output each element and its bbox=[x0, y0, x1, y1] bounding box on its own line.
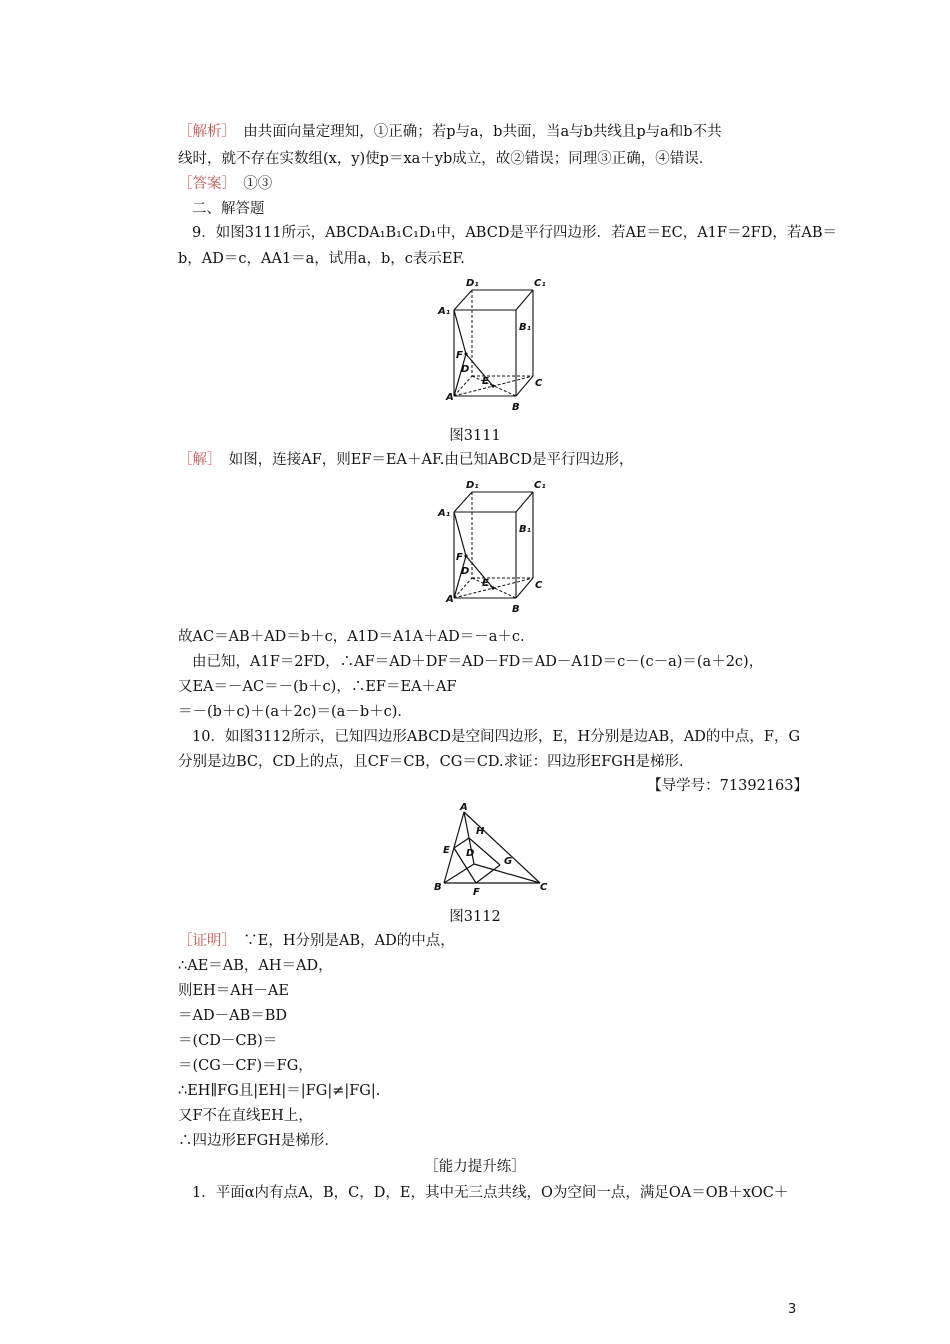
fig1-label-c: C bbox=[535, 378, 543, 389]
analysis-line-2: 线时，就不存在实数组(x，y)使p＝xa＋yb成立，故②错误；同理③正确，④错误． bbox=[178, 151, 714, 167]
fig1-label-b1: B₁ bbox=[519, 322, 532, 333]
fig3-label-a: A bbox=[460, 802, 468, 813]
solution-tag: ［解］ bbox=[178, 452, 215, 468]
analysis-tag: ［解析］ bbox=[178, 124, 229, 140]
fig1-label-e: E bbox=[482, 376, 489, 387]
fig2-label-d1: D₁ bbox=[466, 480, 479, 491]
problem-10-line-1: 10．如图3112所示，已知四边形ABCD是空间四边形，E，H分别是边AB，AD的中点，F，G bbox=[192, 729, 801, 745]
proof-text: ∵E，H分别是AB，AD的中点， bbox=[228, 933, 455, 949]
problem-9-line-2: b，AD＝c，AA1＝a，试用a，b，c表示EF. bbox=[178, 251, 465, 267]
proof-line-7: ∴EH∥FG且|EH|＝|FG|≠|FG|. bbox=[178, 1083, 381, 1099]
proof-line-8: 又F不在直线EH上， bbox=[178, 1108, 313, 1124]
proof-line-2: ∴AE＝AB，AH＝AD， bbox=[178, 958, 333, 974]
solution-line-5: ＝－(b＋c)＋(a＋2c)＝(a－b＋c)． bbox=[178, 704, 412, 720]
answer-tag: ［答案］ bbox=[178, 176, 229, 192]
proof-line-4: ＝AD－AB＝BD bbox=[178, 1008, 288, 1024]
fig3-label-e: E bbox=[443, 845, 450, 856]
figure-3112-caption: 图3112 bbox=[449, 909, 501, 925]
ability-problem-1: 1．平面α内有点A，B，C，D，E，其中无三点共线，O为空间一点，满足OA＝OB＋xOC＋ bbox=[192, 1185, 789, 1201]
answer-line bbox=[178, 173, 272, 195]
solution-text: 如图，连接AF，则EF＝EA＋AF.由已知ABCD是平行四边形， bbox=[214, 452, 634, 468]
fig3-label-g: G bbox=[504, 856, 513, 867]
solution-line-1 bbox=[178, 449, 633, 471]
fig2-label-a1: A₁ bbox=[438, 508, 451, 519]
figure-3111-repeat bbox=[434, 476, 564, 618]
analysis-text: 由共面向量定理知，①正确；若p与a，b共面，当a与b共线且p与a和b不共 bbox=[228, 124, 722, 140]
proof-tag: ［证明］ bbox=[178, 933, 229, 949]
fig2-label-c: C bbox=[535, 580, 543, 591]
fig2-label-b1: B₁ bbox=[519, 524, 532, 535]
answer-text: ①③ bbox=[228, 176, 273, 192]
fig3-label-b: B bbox=[434, 882, 442, 893]
figure-3111-caption: 图3111 bbox=[449, 428, 501, 444]
solution-line-4: 又EA＝－AC＝－(b＋c)，∴EF＝EA＋AF bbox=[178, 679, 457, 695]
fig3-label-d: D bbox=[466, 848, 475, 859]
proof-line-1 bbox=[178, 930, 455, 952]
fig3-label-f: F bbox=[473, 887, 480, 898]
fig2-label-d: D bbox=[461, 566, 470, 577]
fig2-label-b: B bbox=[512, 604, 520, 615]
guide-number: 【导学号：71392163】 bbox=[647, 778, 808, 794]
solution-line-2: 故AC＝AB＋AD＝b＋c，A1D＝A1A＋AD＝－a＋c. bbox=[178, 629, 525, 645]
fig2-label-f: F bbox=[456, 552, 463, 563]
fig2-label-c1: C₁ bbox=[534, 480, 546, 491]
fig2-label-a: A bbox=[446, 594, 454, 605]
fig2-label-e: E bbox=[482, 578, 489, 589]
analysis-line-1 bbox=[178, 121, 722, 143]
problem-9-line-1: 9．如图3111所示，ABCDA₁B₁C₁D₁中，ABCD是平行四边形．若AE＝EC，A1F＝2FD，若AB＝ bbox=[192, 225, 837, 241]
fig1-label-d1: D₁ bbox=[466, 278, 479, 289]
page-number: 3 bbox=[788, 1302, 797, 1317]
fig1-label-b: B bbox=[512, 402, 520, 413]
fig3-label-c: C bbox=[540, 882, 548, 893]
figure-3111 bbox=[434, 274, 564, 416]
section-heading: 二、解答题 bbox=[192, 201, 265, 217]
section-ability: ［能力提升练］ bbox=[424, 1159, 526, 1175]
fig1-label-a1: A₁ bbox=[438, 306, 451, 317]
proof-line-6: ＝(CG－CF)＝FG， bbox=[178, 1058, 313, 1074]
proof-line-9: ∴四边形EFGH是梯形． bbox=[178, 1133, 339, 1149]
figure-3112 bbox=[430, 802, 560, 902]
fig1-label-f: F bbox=[456, 350, 463, 361]
problem-10-line-2: 分别是边BC，CD上的点，且CF＝CB，CG＝CD.求证：四边形EFGH是梯形． bbox=[178, 754, 694, 770]
fig1-label-a: A bbox=[446, 392, 454, 403]
fig1-label-d: D bbox=[461, 364, 470, 375]
proof-line-5: ＝(CD－CB)＝ bbox=[178, 1033, 278, 1049]
fig3-label-h: H bbox=[476, 826, 485, 837]
solution-line-3: 由已知，A1F＝2FD，∴AF＝AD＋DF＝AD－FD＝AD－A1D＝c－(c－a)＝(a＋2c)， bbox=[192, 654, 764, 670]
fig1-label-c1: C₁ bbox=[534, 278, 546, 289]
proof-line-3: 则EH＝AH－AE bbox=[178, 983, 289, 999]
